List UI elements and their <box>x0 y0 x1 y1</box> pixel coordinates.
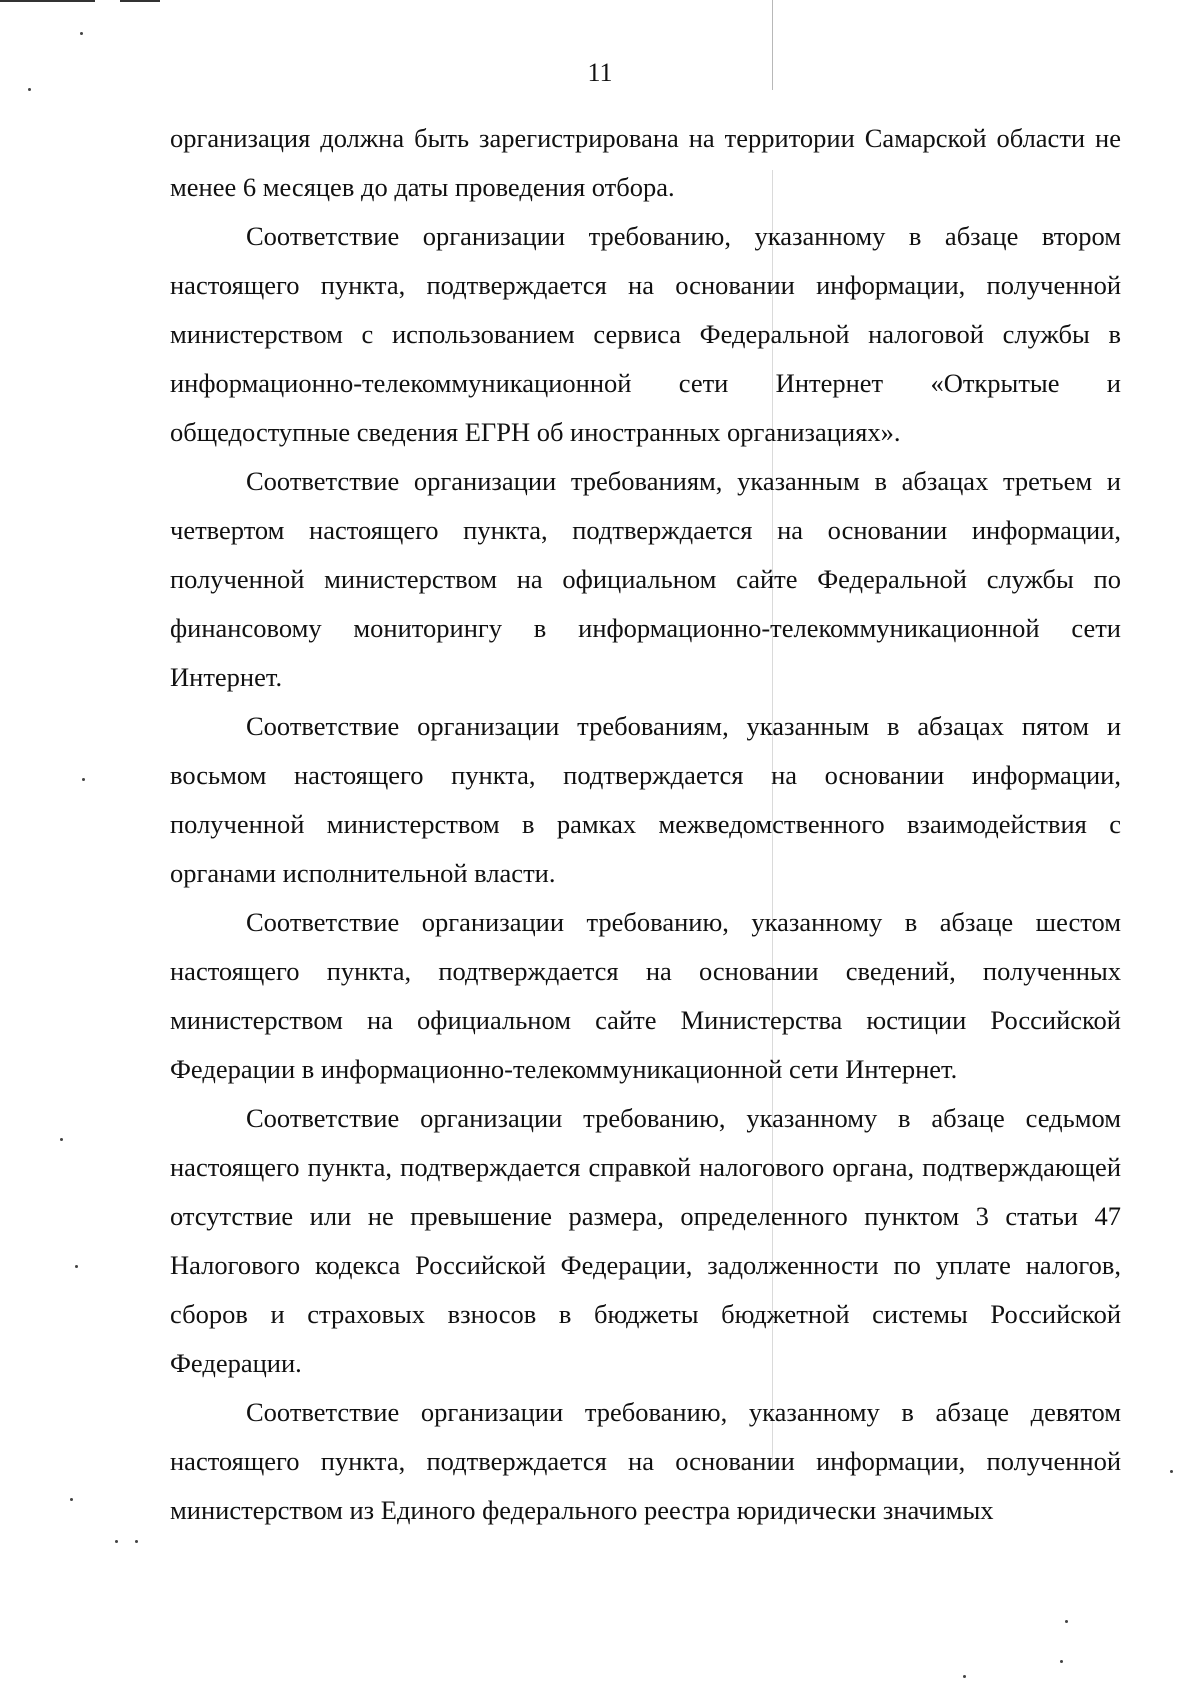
scan-speck <box>115 1540 118 1543</box>
scan-edge-line <box>120 0 160 2</box>
page-number: 11 <box>587 58 613 87</box>
scan-speck <box>135 1540 138 1543</box>
paragraph: Соответствие организации требованию, указанному в абзаце втором настоящего пункта, подтверждается на основании информации, полученной министерством с использованием сервиса Федеральной налоговой службы в информационно-телекоммуникационной сети Интернет «Открытые и общедоступные сведения ЕГРН об иностранных организациях». <box>170 221 1121 447</box>
paragraph: организация должна быть зарегистрирована на территории Самарской области не менее 6 месяцев до даты проведения отбора. <box>170 123 1121 202</box>
paragraph: Соответствие организации требованию, указанному в абзаце шестом настоящего пункта, подтверждается на основании сведений, полученных министерством на официальном сайте Министерства юстиции Российской Федерации в информационно-телекоммуникационной сети Интернет. <box>170 907 1121 1084</box>
scan-speck <box>70 1498 73 1501</box>
scan-speck <box>80 32 83 35</box>
document-body <box>170 114 1121 1535</box>
scan-speck <box>1060 1660 1063 1663</box>
paragraph: Соответствие организации требованию, указанному в абзаце девятом настоящего пункта, подтверждается на основании информации, полученной министерством из Единого федерального реестра юридически значимых <box>170 1397 1121 1525</box>
paragraph: Соответствие организации требованию, указанному в абзаце седьмом настоящего пункта, подтверждается справкой налогового органа, подтверждающей отсутствие или не превышение размера, определенного пунктом 3 статьи 47 Налогового кодекса Российской Федерации, задолженности по уплате налогов, сборов и страховых взносов в бюджеты бюджетной системы Российской Федерации. <box>170 1103 1121 1378</box>
scan-speck <box>963 1675 966 1678</box>
scan-speck <box>1065 1620 1068 1623</box>
scan-speck <box>60 1138 63 1141</box>
scan-speck <box>28 88 31 91</box>
paragraph: Соответствие организации требованиям, указанным в абзацах третьем и четвертом настоящего пункта, подтверждается на основании информации, полученной министерством на официальном сайте Федеральной службы по финансовому мониторингу в информационно-телекоммуникационной сети Интернет. <box>170 466 1121 692</box>
scan-edge-line <box>0 0 95 2</box>
scan-speck <box>75 1265 78 1268</box>
paragraph: Соответствие организации требованиям, указанным в абзацах пятом и восьмом настоящего пункта, подтверждается на основании информации, полученной министерством в рамках межведомственного взаимодействия с органами исполнительной власти. <box>170 711 1121 888</box>
scan-speck <box>82 778 85 781</box>
scan-speck <box>1170 1470 1173 1473</box>
